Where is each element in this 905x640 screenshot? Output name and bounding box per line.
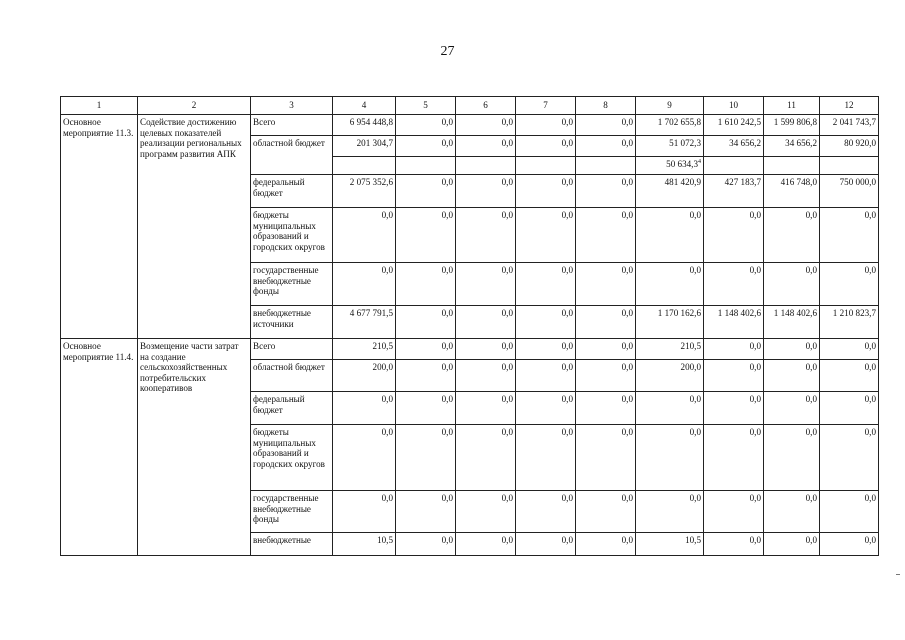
value-cell: 0,0 <box>396 360 456 392</box>
value-cell: 10,5 <box>333 533 396 556</box>
value-cell: 0,0 <box>396 175 456 208</box>
value-cell: 0,0 <box>456 339 516 360</box>
value-cell: 0,0 <box>456 425 516 491</box>
value-cell: 0,0 <box>396 533 456 556</box>
value-cell: 0,0 <box>516 392 576 425</box>
value-cell: 0,0 <box>820 425 879 491</box>
value-cell: 10,5 <box>636 533 704 556</box>
value-cell: 0,0 <box>576 392 636 425</box>
value-cell: 0,0 <box>764 339 820 360</box>
value-cell: 0,0 <box>576 208 636 263</box>
value-cell: 0,0 <box>456 136 516 157</box>
budget-table <box>60 96 879 556</box>
value-cell: 427 183,7 <box>704 175 764 208</box>
header-cell: 4 <box>333 97 396 115</box>
additional-value: 50 634,3 <box>666 159 698 169</box>
value-cell: 0,0 <box>516 208 576 263</box>
value-cell-empty <box>333 157 396 175</box>
value-cell: 0,0 <box>333 392 396 425</box>
value-cell: 0,0 <box>456 115 516 136</box>
value-cell: 34 656,2 <box>704 136 764 157</box>
value-cell-additional <box>636 157 704 175</box>
value-cell: 750 000,0 <box>820 175 879 208</box>
value-cell: 0,0 <box>820 360 879 392</box>
value-cell: 200,0 <box>333 360 396 392</box>
value-cell: 0,0 <box>820 208 879 263</box>
value-cell: 0,0 <box>396 208 456 263</box>
value-cell: 1 148 402,6 <box>704 306 764 339</box>
value-cell: 0,0 <box>820 339 879 360</box>
value-cell-empty <box>820 157 879 175</box>
value-cell: 0,0 <box>704 533 764 556</box>
value-cell: 0,0 <box>764 263 820 306</box>
value-cell-empty <box>396 157 456 175</box>
header-cell: 1 <box>61 97 138 115</box>
header-row <box>61 97 879 115</box>
value-cell: 0,0 <box>704 263 764 306</box>
value-cell: 0,0 <box>764 208 820 263</box>
funding-source: государственные внебюджетные фонды <box>251 263 333 306</box>
value-cell-empty <box>516 157 576 175</box>
funding-source: бюджеты муниципальных образований и городских округов <box>251 425 333 491</box>
value-cell: 0,0 <box>456 392 516 425</box>
funding-source: государственные внебюджетные фонды <box>251 491 333 533</box>
value-cell: 0,0 <box>820 263 879 306</box>
value-cell: 2 075 352,6 <box>333 175 396 208</box>
header-cell: 11 <box>764 97 820 115</box>
value-cell: 0,0 <box>636 263 704 306</box>
page-number: 27 <box>440 44 455 59</box>
header-cell: 12 <box>820 97 879 115</box>
value-cell: 0,0 <box>396 136 456 157</box>
value-cell: 210,5 <box>636 339 704 360</box>
funding-source: внебюджетные <box>251 533 333 556</box>
value-cell: 80 920,0 <box>820 136 879 157</box>
value-cell: 0,0 <box>456 360 516 392</box>
value-cell: 0,0 <box>456 491 516 533</box>
value-cell: 0,0 <box>764 425 820 491</box>
value-cell: 0,0 <box>820 491 879 533</box>
value-cell: 0,0 <box>764 533 820 556</box>
value-cell: 0,0 <box>576 491 636 533</box>
value-cell: 0,0 <box>764 491 820 533</box>
value-cell: 0,0 <box>333 208 396 263</box>
value-cell: 0,0 <box>516 263 576 306</box>
value-cell: 0,0 <box>576 306 636 339</box>
header-cell: 8 <box>576 97 636 115</box>
header-cell: 6 <box>456 97 516 115</box>
value-cell: 0,0 <box>516 306 576 339</box>
value-cell: 0,0 <box>576 360 636 392</box>
value-cell: 0,0 <box>516 360 576 392</box>
value-cell: 0,0 <box>396 306 456 339</box>
value-cell: 1 210 823,7 <box>820 306 879 339</box>
value-cell: 0,0 <box>333 425 396 491</box>
value-cell: 0,0 <box>576 425 636 491</box>
value-cell: 0,0 <box>576 339 636 360</box>
value-cell: 0,0 <box>396 392 456 425</box>
value-cell: 0,0 <box>396 115 456 136</box>
value-cell: 0,0 <box>576 263 636 306</box>
value-cell: 200,0 <box>636 360 704 392</box>
value-cell-empty <box>576 157 636 175</box>
value-cell: 0,0 <box>456 208 516 263</box>
footnote-mark: 4 <box>698 159 701 165</box>
funding-source: областной бюджет <box>251 136 333 175</box>
value-cell-empty <box>704 157 764 175</box>
funding-source: бюджеты муниципальных образований и городских округов <box>251 208 333 263</box>
measure-name: Основное мероприятие 11.4. <box>61 339 138 556</box>
value-cell: 0,0 <box>704 425 764 491</box>
value-cell: 0,0 <box>396 425 456 491</box>
value-cell: 0,0 <box>764 392 820 425</box>
header-cell: 9 <box>636 97 704 115</box>
value-cell: 34 656,2 <box>764 136 820 157</box>
value-cell: 0,0 <box>456 263 516 306</box>
value-cell: 0,0 <box>636 425 704 491</box>
value-cell: 0,0 <box>396 491 456 533</box>
measure-description: Содействие достижению целевых показателей реализации региональных программ развития АПК <box>138 115 251 339</box>
value-cell: 0,0 <box>456 175 516 208</box>
value-cell: 201 304,7 <box>333 136 396 157</box>
value-cell: 0,0 <box>516 115 576 136</box>
funding-source: внебюджетные источники <box>251 306 333 339</box>
table-row <box>61 115 879 136</box>
funding-source: федеральный бюджет <box>251 175 333 208</box>
value-cell: 1 610 242,5 <box>704 115 764 136</box>
value-cell: 0,0 <box>516 339 576 360</box>
table-row <box>61 339 879 360</box>
funding-source: областной бюджет <box>251 360 333 392</box>
header-cell: 3 <box>251 97 333 115</box>
value-cell: 0,0 <box>704 491 764 533</box>
value-cell: 0,0 <box>516 491 576 533</box>
value-cell: 0,0 <box>636 208 704 263</box>
value-cell: 0,0 <box>636 392 704 425</box>
funding-source: Всего <box>251 339 333 360</box>
value-cell: 0,0 <box>704 392 764 425</box>
funding-source: федеральный бюджет <box>251 392 333 425</box>
value-cell: 0,0 <box>516 533 576 556</box>
value-cell: 0,0 <box>820 392 879 425</box>
value-cell: 0,0 <box>396 339 456 360</box>
value-cell: 0,0 <box>456 533 516 556</box>
value-cell: 6 954 448,8 <box>333 115 396 136</box>
measure-description: Возмещение части затрат на создание сельскохозяйственных потребительских кооперативов <box>138 339 251 556</box>
value-cell: 1 148 402,6 <box>764 306 820 339</box>
value-cell: 0,0 <box>516 175 576 208</box>
value-cell: 481 420,9 <box>636 175 704 208</box>
value-cell: 51 072,3 <box>636 136 704 157</box>
value-cell: 1 702 655,8 <box>636 115 704 136</box>
value-cell: 416 748,0 <box>764 175 820 208</box>
value-cell: 1 599 806,8 <box>764 115 820 136</box>
value-cell: 0,0 <box>764 360 820 392</box>
value-cell: 2 041 743,7 <box>820 115 879 136</box>
header-cell: 10 <box>704 97 764 115</box>
value-cell-empty <box>764 157 820 175</box>
value-cell: 0,0 <box>576 115 636 136</box>
value-cell: 0,0 <box>704 208 764 263</box>
value-cell-empty <box>456 157 516 175</box>
header-cell: 2 <box>138 97 251 115</box>
value-cell: 0,0 <box>576 136 636 157</box>
edge-mark <box>896 574 900 575</box>
value-cell: 0,0 <box>333 263 396 306</box>
value-cell: 1 170 162,6 <box>636 306 704 339</box>
value-cell: 0,0 <box>516 425 576 491</box>
value-cell: 4 677 791,5 <box>333 306 396 339</box>
header-cell: 5 <box>396 97 456 115</box>
value-cell: 0,0 <box>396 263 456 306</box>
measure-name: Основное мероприятие 11.3. <box>61 115 138 339</box>
funding-source: Всего <box>251 115 333 136</box>
value-cell: 210,5 <box>333 339 396 360</box>
value-cell: 0,0 <box>333 491 396 533</box>
value-cell: 0,0 <box>704 339 764 360</box>
value-cell: 0,0 <box>456 306 516 339</box>
header-cell: 7 <box>516 97 576 115</box>
value-cell: 0,0 <box>820 533 879 556</box>
value-cell: 0,0 <box>576 533 636 556</box>
value-cell: 0,0 <box>576 175 636 208</box>
value-cell: 0,0 <box>704 360 764 392</box>
value-cell: 0,0 <box>516 136 576 157</box>
value-cell: 0,0 <box>636 491 704 533</box>
